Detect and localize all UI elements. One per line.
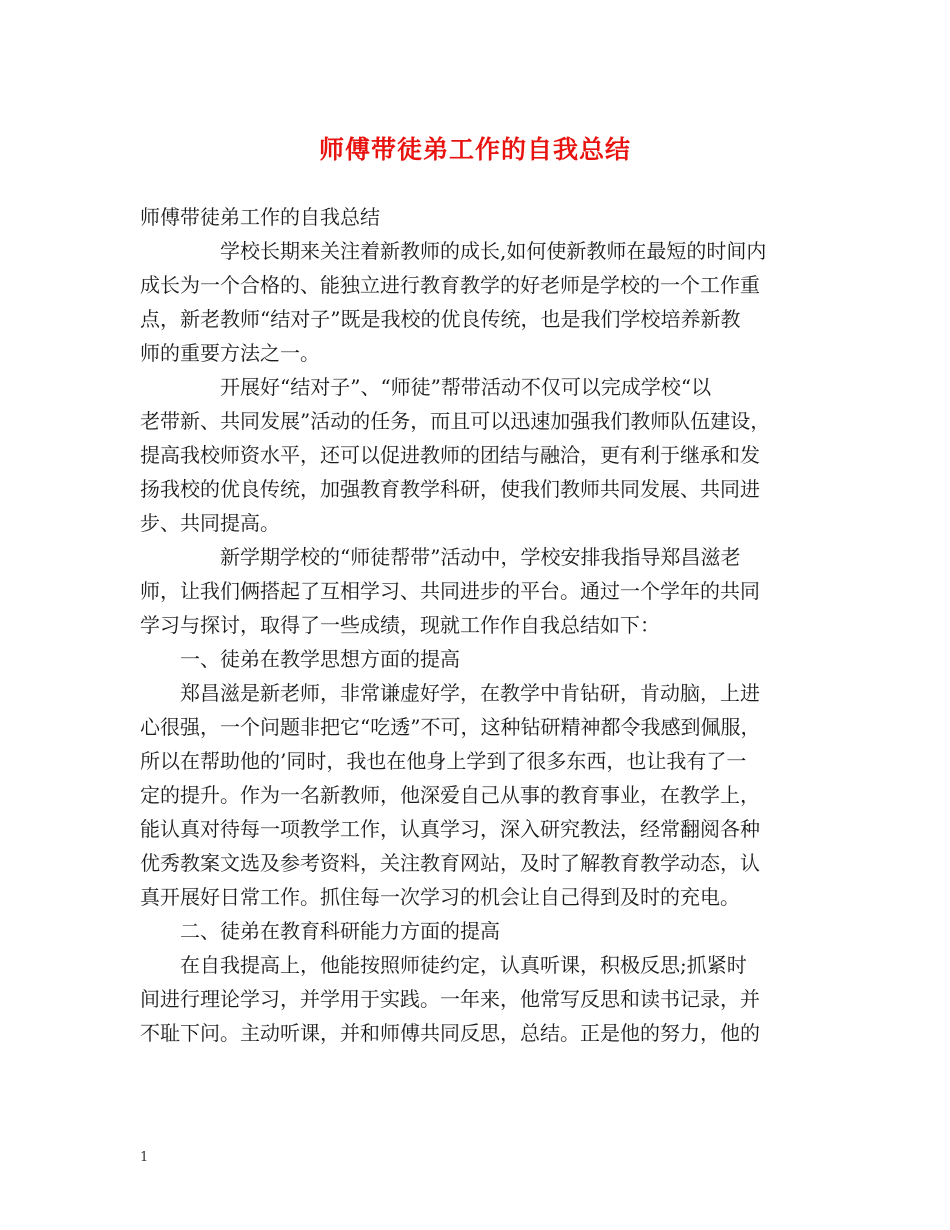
body-line: 学习与探讨，取得了一些成绩，现就工作作自我总结如下： [140, 613, 660, 637]
body-line: 提高我校师资水平，还可以促进教师的团结与融洽，更有利于继承和发 [140, 443, 760, 467]
body-line: 新学期学校的“师徒帮带”活动中，学校安排我指导郑昌滋老 [140, 545, 741, 569]
body-line: 学校长期来关注着新教师的成长,如何使新教师在最短的时间内 [140, 239, 767, 263]
body-line: 心很强，一个问题非把它“吃透”不可，这种钻研精神都令我感到佩服， [140, 715, 761, 739]
body-line: 师的重要方法之一。 [140, 341, 320, 365]
page-number: 1 [140, 1150, 149, 1165]
body-line: 间进行理论学习，并学用于实践。一年来，他常写反思和读书记录，并 [140, 987, 760, 1011]
body-line: 二、徒弟在教育科研能力方面的提高 [140, 919, 500, 943]
body-line: 能认真对待每一项教学工作，认真学习，深入研究教法，经常翻阅各种 [140, 817, 760, 841]
body-line: 扬我校的优良传统，加强教育教学科研，使我们教师共同发展、共同进 [140, 477, 760, 501]
body-line: 老带新、共同发展”活动的任务，而且可以迅速加强我们教师队伍建设， [140, 409, 771, 433]
body-line: 师傅带徒弟工作的自我总结 [140, 205, 380, 229]
body-line: 郑昌滋是新老师，非常谦虚好学，在教学中肯钻研，肯动脑，上进 [140, 681, 760, 705]
body-line: 真开展好日常工作。抓住每一次学习的机会让自己得到及时的充电。 [140, 885, 740, 909]
body-line: 优秀教案文选及参考资料，关注教育网站，及时了解教育教学动态，认 [140, 851, 760, 875]
body-line: 点，新老教师“结对子”既是我校的优良传统，也是我们学校培养新教 [140, 307, 741, 331]
body-line: 定的提升。作为一名新教师，他深爱自己从事的教育事业，在教学上， [140, 783, 760, 807]
document-body [140, 200, 830, 1050]
body-line: 步、共同提高。 [140, 511, 280, 535]
body-line: 开展好“结对子”、“师徒”帮带活动不仅可以完成学校“以 [140, 375, 712, 399]
body-line: 一、徒弟在教学思想方面的提高 [140, 647, 460, 671]
body-line: 不耻下问。主动听课，并和师傅共同反思，总结。正是他的努力，他的 [140, 1021, 760, 1045]
document-title: 师傅带徒弟工作的自我总结 [318, 135, 631, 164]
body-line: 在自我提高上，他能按照师徒约定，认真听课，积极反思;抓紧时 [140, 953, 747, 977]
body-line: 成长为一个合格的、能独立进行教育教学的好老师是学校的一个工作重 [140, 273, 760, 297]
body-line: 所以在帮助他的’同时，我也在他身上学到了很多东西，也让我有了一 [140, 749, 747, 773]
body-line: 师，让我们俩搭起了互相学习、共同进步的平台。通过一个学年的共同 [140, 579, 760, 603]
